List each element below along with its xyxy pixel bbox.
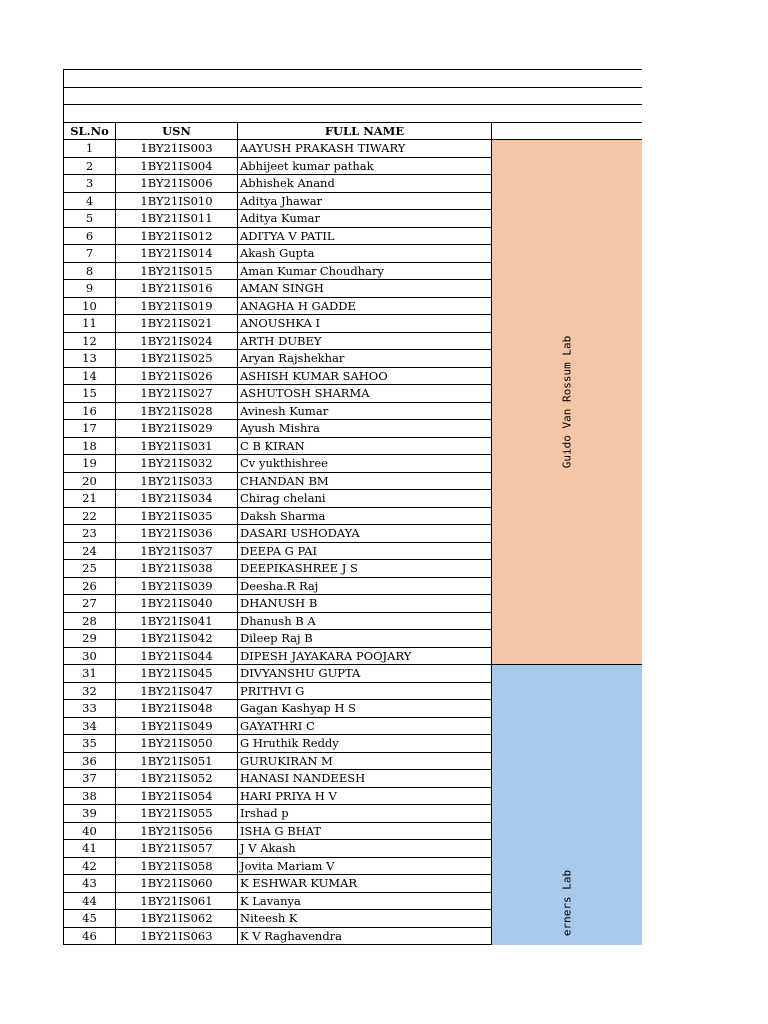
cell-sl-no: 11 [64,315,116,333]
cell-usn: 1BY21IS035 [116,507,238,525]
cell-usn: 1BY21IS004 [116,157,238,175]
cell-sl-no: 12 [64,332,116,350]
cell-full-name: K V Raghavendra [238,927,492,945]
cell-usn: 1BY21IS051 [116,752,238,770]
cell-full-name: DIVYANSHU GUPTA [238,665,492,683]
lab-name: Guido Van Rossum Lab [560,335,574,469]
cell-full-name: Aman Kumar Choudhary [238,262,492,280]
cell-usn: 1BY21IS044 [116,647,238,665]
cell-usn: 1BY21IS034 [116,490,238,508]
student-table [63,69,642,945]
cell-sl-no: 42 [64,857,116,875]
cell-sl-no: 1 [64,140,116,158]
cell-sl-no: 25 [64,560,116,578]
cell-sl-no: 39 [64,805,116,823]
table-row [64,665,643,683]
cell-sl-no: 22 [64,507,116,525]
blank-title-row-1 [64,70,643,88]
cell-full-name: Irshad p [238,805,492,823]
cell-usn: 1BY21IS033 [116,472,238,490]
cell-usn: 1BY21IS055 [116,805,238,823]
cell-sl-no: 45 [64,910,116,928]
cell-full-name: DHANUSH B [238,595,492,613]
cell-usn: 1BY21IS029 [116,420,238,438]
cell-usn: 1BY21IS054 [116,787,238,805]
cell-usn: 1BY21IS021 [116,315,238,333]
cell-sl-no: 20 [64,472,116,490]
lab-name: erners Lab [560,869,574,936]
cell-usn: 1BY21IS048 [116,700,238,718]
cell-usn: 1BY21IS019 [116,297,238,315]
cell-full-name: ADITYA V PATIL [238,227,492,245]
cell-usn: 1BY21IS011 [116,210,238,228]
cell-usn: 1BY21IS039 [116,577,238,595]
cell-full-name: Aditya Kumar [238,210,492,228]
cell-full-name: Aryan Rajshekhar [238,350,492,368]
cell-full-name: Daksh Sharma [238,507,492,525]
lab-cell-berners [492,665,643,945]
cell-sl-no: 46 [64,927,116,945]
cell-sl-no: 24 [64,542,116,560]
cell-usn: 1BY21IS028 [116,402,238,420]
cell-usn: 1BY21IS057 [116,840,238,858]
cell-sl-no: 31 [64,665,116,683]
cell-full-name: GURUKIRAN M [238,752,492,770]
cell-full-name: DEEPA G PAI [238,542,492,560]
cell-full-name: Dhanush B A [238,612,492,630]
cell-full-name: Ayush Mishra [238,420,492,438]
cell-sl-no: 40 [64,822,116,840]
lab-cell-guido-van-rossum [492,140,643,665]
cell-full-name: ASHUTOSH SHARMA [238,385,492,403]
cell-full-name: ANOUSHKA I [238,315,492,333]
cell-usn: 1BY21IS063 [116,927,238,945]
cell-full-name: G Hruthik Reddy [238,735,492,753]
cell-sl-no: 33 [64,700,116,718]
cell-full-name: HANASI NANDEESH [238,770,492,788]
header-usn: USN [116,122,238,140]
cell-full-name: Deesha.R Raj [238,577,492,595]
cell-sl-no: 28 [64,612,116,630]
cell-usn: 1BY21IS040 [116,595,238,613]
cell-usn: 1BY21IS015 [116,262,238,280]
cell-full-name: DEEPIKASHREE J S [238,560,492,578]
cell-sl-no: 3 [64,175,116,193]
cell-sl-no: 26 [64,577,116,595]
cell-sl-no: 8 [64,262,116,280]
cell-usn: 1BY21IS032 [116,455,238,473]
cell-sl-no: 30 [64,647,116,665]
cell-sl-no: 34 [64,717,116,735]
cell-usn: 1BY21IS027 [116,385,238,403]
cell-full-name: Chirag chelani [238,490,492,508]
cell-usn: 1BY21IS003 [116,140,238,158]
cell-usn: 1BY21IS031 [116,437,238,455]
cell-sl-no: 19 [64,455,116,473]
cell-sl-no: 18 [64,437,116,455]
cell-usn: 1BY21IS041 [116,612,238,630]
cell-full-name: Cv yukthishree [238,455,492,473]
cell-usn: 1BY21IS042 [116,630,238,648]
cell-full-name: Niteesh K [238,910,492,928]
table-row [64,140,643,158]
cell-usn: 1BY21IS006 [116,175,238,193]
cell-full-name: ANAGHA H GADDE [238,297,492,315]
cell-sl-no: 32 [64,682,116,700]
header-row [64,122,643,140]
cell-sl-no: 5 [64,210,116,228]
cell-sl-no: 23 [64,525,116,543]
blank-title-row-2 [64,87,643,105]
cell-usn: 1BY21IS061 [116,892,238,910]
cell-usn: 1BY21IS038 [116,560,238,578]
cell-usn: 1BY21IS010 [116,192,238,210]
cell-full-name: ISHA G BHAT [238,822,492,840]
cell-full-name: GAYATHRI C [238,717,492,735]
cell-sl-no: 7 [64,245,116,263]
cell-usn: 1BY21IS058 [116,857,238,875]
cell-usn: 1BY21IS056 [116,822,238,840]
cell-sl-no: 37 [64,770,116,788]
cell-full-name: DIPESH JAYAKARA POOJARY [238,647,492,665]
cell-sl-no: 43 [64,875,116,893]
cell-sl-no: 14 [64,367,116,385]
cell-full-name: K ESHWAR KUMAR [238,875,492,893]
cell-full-name: HARI PRIYA H V [238,787,492,805]
cell-sl-no: 15 [64,385,116,403]
cell-full-name: AAYUSH PRAKASH TIWARY [238,140,492,158]
cell-sl-no: 44 [64,892,116,910]
cell-sl-no: 27 [64,595,116,613]
cell-sl-no: 21 [64,490,116,508]
header-sl-no: SL.No [64,122,116,140]
cell-sl-no: 17 [64,420,116,438]
cell-usn: 1BY21IS036 [116,525,238,543]
cell-usn: 1BY21IS014 [116,245,238,263]
cell-sl-no: 41 [64,840,116,858]
cell-full-name: ARTH DUBEY [238,332,492,350]
cell-full-name: K Lavanya [238,892,492,910]
cell-usn: 1BY21IS025 [116,350,238,368]
cell-usn: 1BY21IS026 [116,367,238,385]
cell-sl-no: 29 [64,630,116,648]
cell-usn: 1BY21IS052 [116,770,238,788]
cell-usn: 1BY21IS047 [116,682,238,700]
cell-sl-no: 36 [64,752,116,770]
header-lab [492,122,643,140]
cell-sl-no: 35 [64,735,116,753]
cell-sl-no: 2 [64,157,116,175]
cell-sl-no: 38 [64,787,116,805]
cell-usn: 1BY21IS037 [116,542,238,560]
cell-usn: 1BY21IS060 [116,875,238,893]
cell-usn: 1BY21IS050 [116,735,238,753]
cell-sl-no: 9 [64,280,116,298]
cell-sl-no: 10 [64,297,116,315]
cell-full-name: AMAN SINGH [238,280,492,298]
cell-usn: 1BY21IS049 [116,717,238,735]
cell-sl-no: 13 [64,350,116,368]
cell-usn: 1BY21IS062 [116,910,238,928]
cell-full-name: Avinesh Kumar [238,402,492,420]
cell-sl-no: 6 [64,227,116,245]
cell-full-name: Abhishek Anand [238,175,492,193]
student-lab-sheet [63,69,642,948]
cell-full-name: PRITHVI G [238,682,492,700]
cell-full-name: Aditya Jhawar [238,192,492,210]
cell-full-name: Abhijeet kumar pathak [238,157,492,175]
cell-full-name: Dileep Raj B [238,630,492,648]
cell-full-name: J V Akash [238,840,492,858]
cell-usn: 1BY21IS016 [116,280,238,298]
cell-sl-no: 16 [64,402,116,420]
cell-full-name: ASHISH KUMAR SAHOO [238,367,492,385]
cell-full-name: C B KIRAN [238,437,492,455]
cell-full-name: Jovita Mariam V [238,857,492,875]
header-full-name: FULL NAME [238,122,492,140]
cell-full-name: Gagan Kashyap H S [238,700,492,718]
cell-usn: 1BY21IS045 [116,665,238,683]
blank-title-row-3 [64,105,643,123]
cell-usn: 1BY21IS012 [116,227,238,245]
cell-full-name: CHANDAN BM [238,472,492,490]
cell-full-name: Akash Gupta [238,245,492,263]
cell-sl-no: 4 [64,192,116,210]
cell-full-name: DASARI USHODAYA [238,525,492,543]
cell-usn: 1BY21IS024 [116,332,238,350]
